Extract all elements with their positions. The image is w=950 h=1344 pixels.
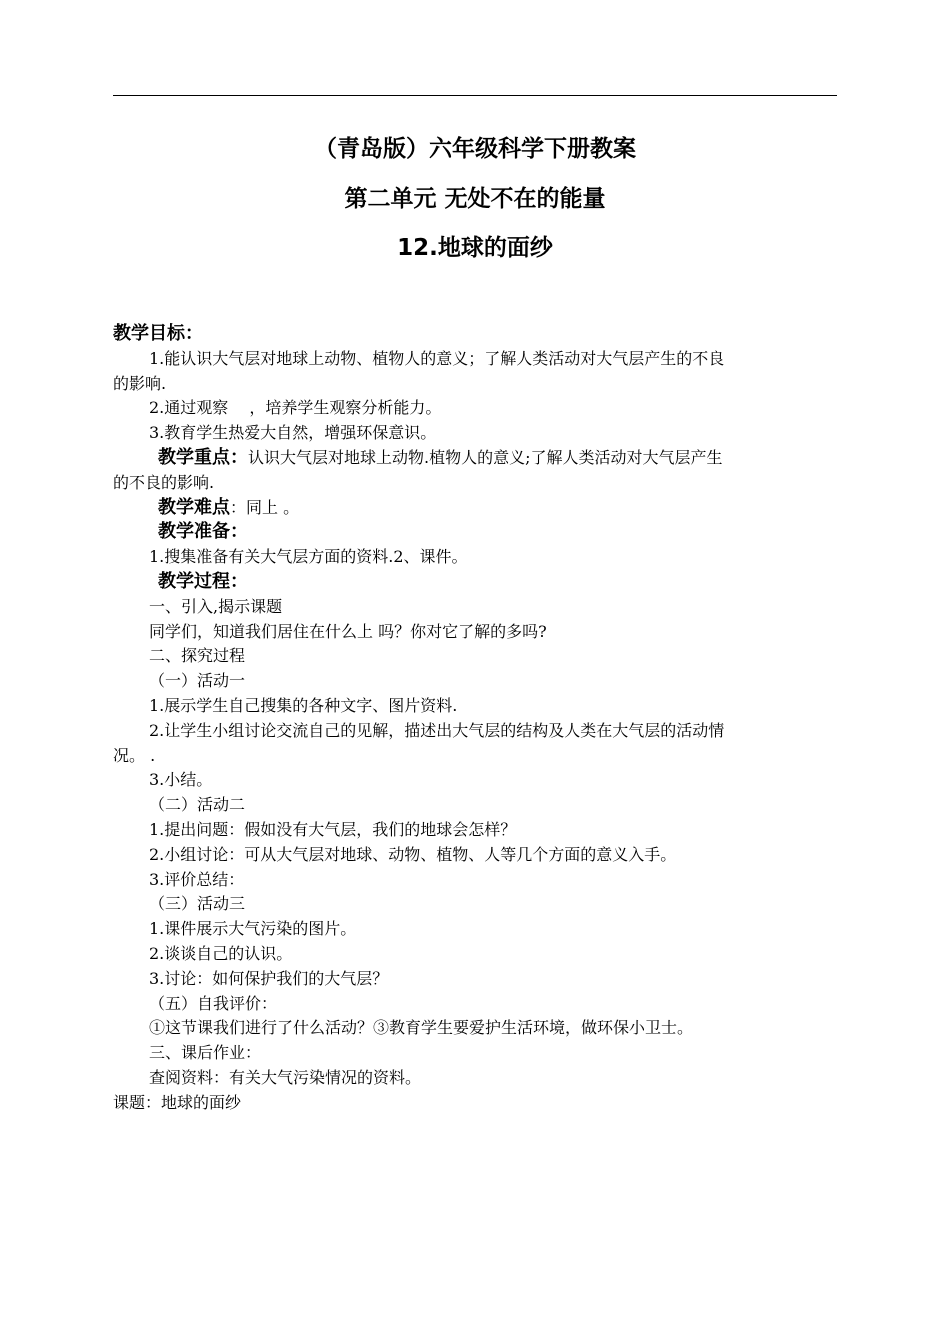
objectives-heading: 教学目标： xyxy=(113,323,203,344)
process-line: 一、引入,揭示课题 xyxy=(149,596,283,616)
process-wrap-line: 况。 . xyxy=(113,745,156,765)
header-rule xyxy=(113,95,837,96)
key-point xyxy=(113,446,837,471)
key-point-line-2: 的不良的影响. xyxy=(113,472,215,492)
document-title: （青岛版）六年级科学下册教案 xyxy=(314,136,636,162)
difficulty xyxy=(113,496,837,521)
process-line: 2.谈谈自己的认识。 xyxy=(149,943,293,963)
preparation-heading: 教学准备： xyxy=(158,521,248,543)
objective-3: 3.教育学生热爱大自然，增强环保意识。 xyxy=(149,423,437,443)
difficulty-text: ：同上 。 xyxy=(230,497,300,517)
process-line: ①这节课我们进行了什么活动？③教育学生要爱护生活环境，做环保小卫士。 xyxy=(149,1018,694,1038)
objective-1-line-2: 的影响. xyxy=(113,373,167,393)
process-line: 1.展示学生自己搜集的各种文字、图片资料. xyxy=(149,695,458,715)
process-line: 1.提出问题：假如没有大气层，我们的地球会怎样？ xyxy=(149,819,517,839)
unit-title: 第二单元 无处不在的能量 xyxy=(344,186,606,212)
process-line: （一）活动一 xyxy=(149,671,246,691)
key-point-label: 教学重点： xyxy=(158,446,248,468)
process-line: 3.评价总结： xyxy=(149,869,245,889)
footer-topic: 课题：地球的面纱 xyxy=(113,1092,242,1112)
process-line: 1.课件展示大气污染的图片。 xyxy=(149,919,357,939)
process-line: （五）自我评价： xyxy=(149,993,278,1013)
process-line: 3.小结。 xyxy=(149,770,213,790)
preparation-text: 1.搜集准备有关大气层方面的资料.2、课件。 xyxy=(149,547,468,567)
process-line: 2.让学生小组讨论交流自己的见解，描述出大气层的结构及人类在大气层的活动情 xyxy=(149,720,725,740)
process-line: 同学们，知道我们居住在什么上 吗？你对它了解的多吗? xyxy=(149,621,547,641)
difficulty-label: 教学难点 xyxy=(158,496,230,518)
process-line: （三）活动三 xyxy=(149,894,246,914)
process-line: 2.小组讨论：可从大气层对地球、动物、植物、人等几个方面的意义入手。 xyxy=(149,844,677,864)
key-point-text: 认识大气层对地球上动物.植物人的意义;了解人类活动对大气层产生 xyxy=(248,447,723,467)
process-line: 三、课后作业： xyxy=(149,1043,262,1063)
process-line: 二、探究过程 xyxy=(149,646,246,666)
objective-2: 2.通过观察 ，培养学生观察分析能力。 xyxy=(149,398,442,418)
process-line: 查阅资料：有关大气污染情况的资料。 xyxy=(149,1067,422,1087)
lesson-title: 12.地球的面纱 xyxy=(397,235,553,261)
objective-1-line-1: 1.能认识大气层对地球上动物、植物人的意义；了解人类活动对大气层产生的不良 xyxy=(149,348,725,368)
process-heading: 教学过程： xyxy=(158,570,248,592)
document-body xyxy=(113,322,837,1116)
process-line: 3.讨论：如何保护我们的大气层？ xyxy=(149,968,389,988)
process-line: （二）活动二 xyxy=(149,795,246,815)
